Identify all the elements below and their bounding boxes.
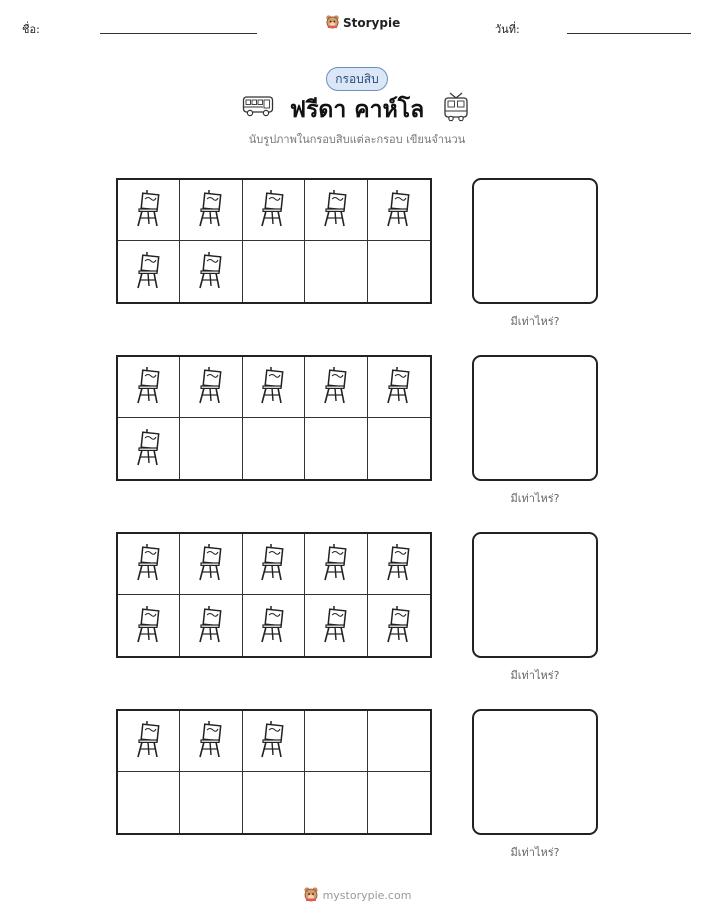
easel-icon (321, 543, 351, 585)
answer-prompt-3: มีเท่าไหร่? (510, 669, 560, 682)
easel-icon (196, 366, 226, 408)
easel-icon (258, 189, 288, 231)
frame-cell (118, 534, 180, 595)
frame-cell (118, 180, 180, 241)
frame-cell (180, 772, 242, 833)
page-title: ฟรีดา คาห์โล (289, 97, 425, 123)
frame-cell (305, 241, 367, 302)
frame-cell (118, 595, 180, 656)
footer-url: mystorypie.com (322, 889, 412, 902)
easel-icon (321, 189, 351, 231)
answer-prompt-2: มีเท่าไหร่? (510, 492, 560, 505)
bear-icon (303, 886, 319, 905)
frame-cell (305, 534, 367, 595)
answer-box-1[interactable] (472, 178, 598, 304)
bear-icon (325, 14, 340, 32)
topic-badge: กรอบสิบ (326, 67, 388, 91)
brand-name: Storypie (343, 16, 401, 30)
frame-cell (305, 180, 367, 241)
frame-cell (180, 595, 242, 656)
easel-icon (134, 543, 164, 585)
easel-icon (258, 366, 288, 408)
frame-cell (305, 357, 367, 418)
frame-cell (118, 357, 180, 418)
frame-cell (368, 241, 430, 302)
frame-cell (368, 418, 430, 479)
easel-icon (384, 189, 414, 231)
frame-cell (305, 772, 367, 833)
frame-cell (243, 595, 305, 656)
brand-logo (325, 14, 400, 32)
name-line[interactable] (100, 33, 257, 34)
frame-cell (243, 241, 305, 302)
frame-cell (305, 711, 367, 772)
easel-icon (384, 543, 414, 585)
frame-cell (180, 357, 242, 418)
frame-cell (180, 180, 242, 241)
frame-cell (368, 357, 430, 418)
easel-icon (258, 605, 288, 647)
easel-icon (321, 605, 351, 647)
frame-cell (243, 711, 305, 772)
frame-cell (180, 711, 242, 772)
ten-frame-3 (116, 532, 432, 658)
name-label: ชื่อ: (22, 23, 40, 36)
easel-icon (134, 720, 164, 762)
frame-cell (243, 772, 305, 833)
easel-icon (258, 543, 288, 585)
easel-icon (134, 251, 164, 293)
frame-cell (118, 241, 180, 302)
answer-box-2[interactable] (472, 355, 598, 481)
frame-cell (243, 357, 305, 418)
easel-icon (321, 366, 351, 408)
frame-cell (118, 711, 180, 772)
ten-frame-4 (116, 709, 432, 835)
easel-icon (258, 720, 288, 762)
frame-cell (368, 711, 430, 772)
easel-icon (196, 189, 226, 231)
frame-cell (180, 241, 242, 302)
footer (0, 886, 714, 905)
frame-cell (368, 772, 430, 833)
easel-icon (196, 720, 226, 762)
ten-frame-2 (116, 355, 432, 481)
easel-icon (384, 605, 414, 647)
easel-icon (134, 605, 164, 647)
answer-prompt-4: มีเท่าไหร่? (510, 846, 560, 859)
tram-icon (442, 92, 470, 126)
answer-prompt-1: มีเท่าไหร่? (510, 315, 560, 328)
frame-cell (180, 418, 242, 479)
frame-cell (243, 180, 305, 241)
frame-cell (368, 595, 430, 656)
frame-cell (180, 534, 242, 595)
frame-cell (305, 595, 367, 656)
frame-cell (368, 534, 430, 595)
easel-icon (384, 366, 414, 408)
answer-box-4[interactable] (472, 709, 598, 835)
frame-cell (368, 180, 430, 241)
date-line[interactable] (567, 33, 691, 34)
easel-icon (134, 428, 164, 470)
frame-cell (243, 534, 305, 595)
easel-icon (134, 366, 164, 408)
date-label: วันที่: (495, 23, 520, 36)
easel-icon (134, 189, 164, 231)
easel-icon (196, 543, 226, 585)
easel-icon (196, 605, 226, 647)
frame-cell (243, 418, 305, 479)
answer-box-3[interactable] (472, 532, 598, 658)
ten-frame-1 (116, 178, 432, 304)
instructions: นับรูปภาพในกรอบสิบแต่ละกรอบ เขียนจำนวน (248, 133, 466, 146)
easel-icon (196, 251, 226, 293)
frame-cell (118, 772, 180, 833)
frame-cell (118, 418, 180, 479)
frame-cell (305, 418, 367, 479)
